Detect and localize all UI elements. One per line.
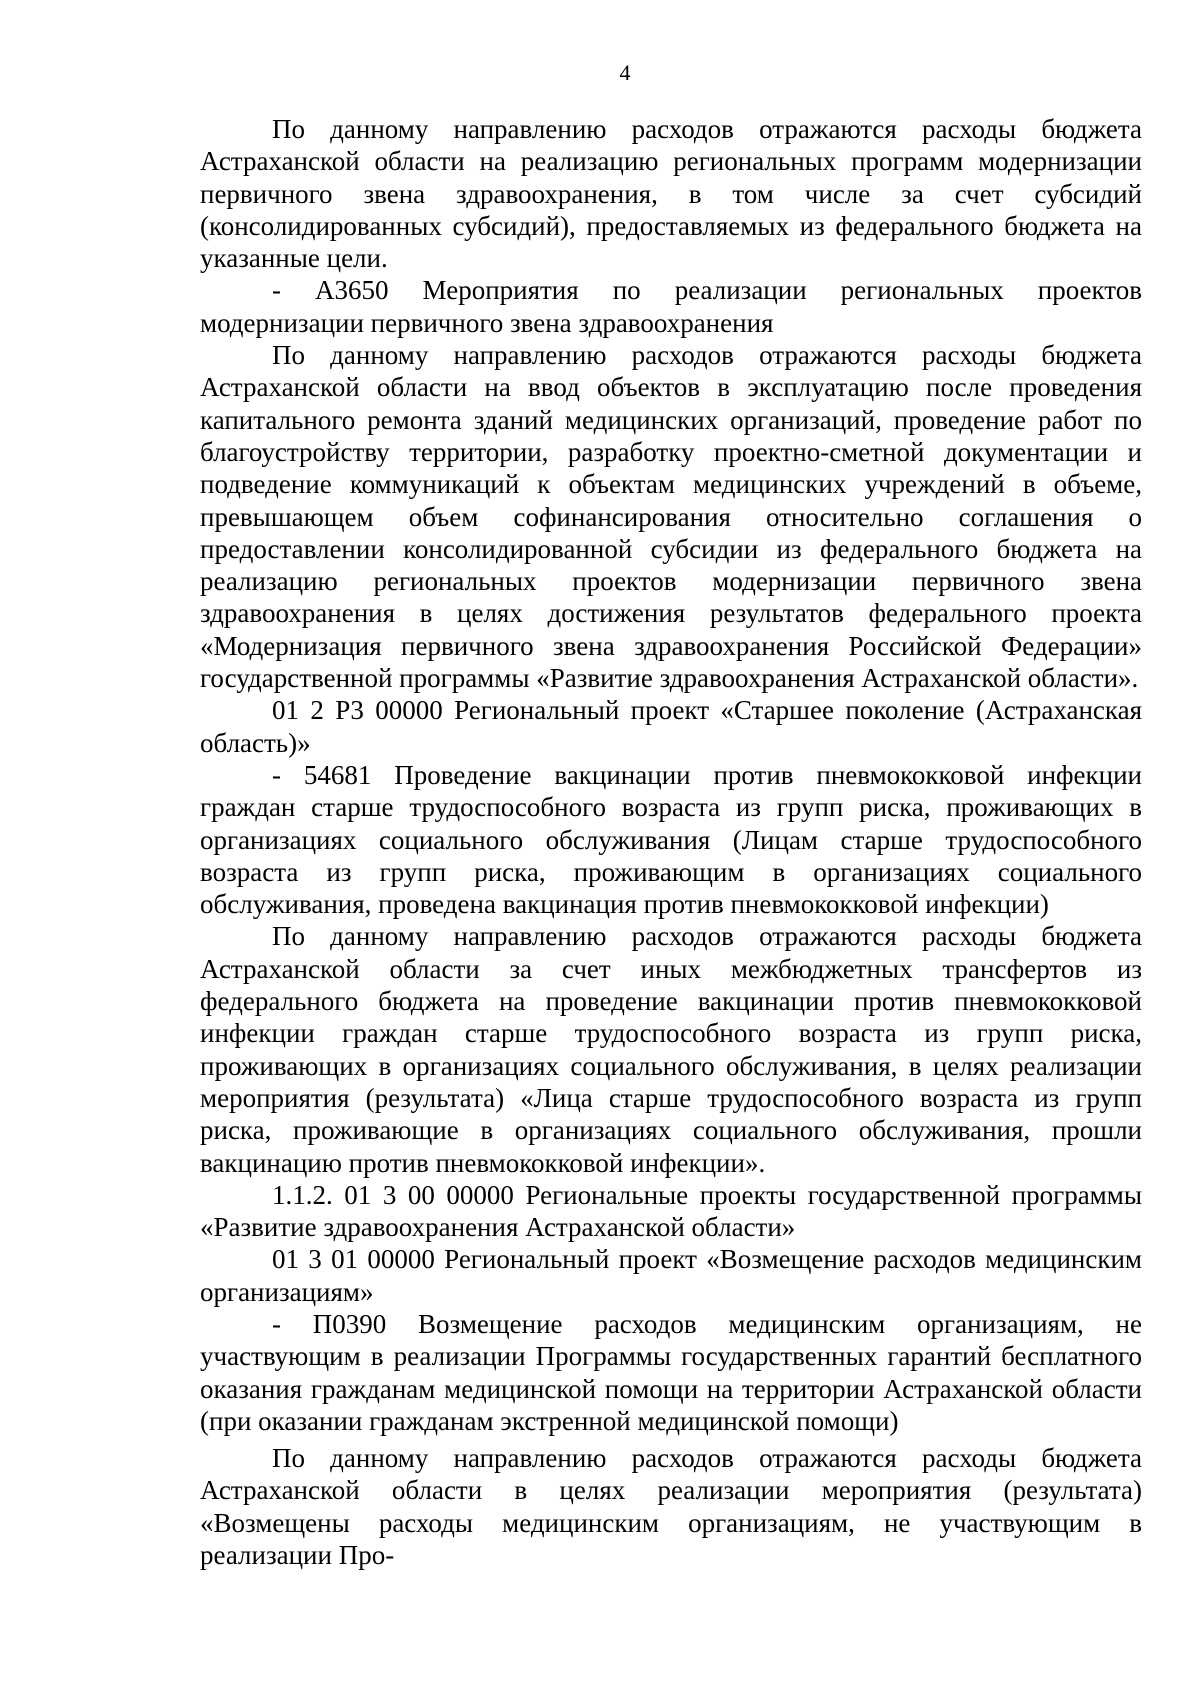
paragraph-regional-projects-program: 1.1.2. 01 3 00 00000 Региональные проекты государственной программы «Развитие здравоохранения Астраханской области» xyxy=(200,1179,1142,1243)
paragraph-vaccination-transfers: По данному направлению расходов отражаются расходы бюджета Астраханской области за счет иных межбюджетных трансфертов из федерального бюджета на проведение вакцинации против пневмококковой инфекции граждан старше трудоспособного возраста из групп риска, проживающих в организациях социального обслуживания, в целях реализации мероприятия (результата) «Лица старше трудоспособного возраста из групп риска, проживающие в организациях социального обслуживания, прошли вакцинацию против пневмококковой инфекции». xyxy=(200,921,1142,1178)
paragraph-senior-generation-project: 01 2 Р3 00000 Региональный проект «Старшее поколение (Астраханская область)» xyxy=(200,695,1142,758)
document-body xyxy=(200,113,1142,1571)
paragraph-capital-repair: По данному направлению расходов отражаются расходы бюджета Астраханской области на ввод объектов в эксплуатацию после проведения капитального ремонта зданий медицинских организаций, проведение работ по благоустройству территории, разработку проектно-сметной документации и подведение коммуникаций к объектам медицинских учреждений в объеме, превышающем объем софинансирования относительно соглашения о предоставлении консолидированной субсидии из федерального бюджета на реализацию региональных проектов модернизации первичного звена здравоохранения в целях достижения результатов федерального проекта «Модернизация первичного звена здравоохранения Российской Федерации» государственной программы «Развитие здравоохранения Астраханской области». xyxy=(200,340,1142,694)
paragraph-budget-modernization: По данному направлению расходов отражаются расходы бюджета Астраханской области на реализацию региональных программ модернизации первичного звена здравоохранения, в том числе за счет субсидий (консолидированных субсидий), предоставляемых из федерального бюджета на указанные цели. xyxy=(200,114,1142,274)
paragraph-54681-vaccination: - 54681 Проведение вакцинации против пневмококковой инфекции граждан старше трудоспособного возраста из групп риска, проживающих в организациях социального обслуживания (Лицам старше трудоспособного возраста из групп риска, проживающим в организациях социального обслуживания, проведена вакцинация против пневмококковой инфекции) xyxy=(200,759,1142,920)
paragraph-a3650: - А3650 Мероприятия по реализации региональных проектов модернизации первичного звена здравоохранения xyxy=(200,275,1142,338)
paragraph-p0390: - П0390 Возмещение расходов медицинским организациям, не участвующим в реализации Программы государственных гарантий бесплатного оказания гражданам медицинской помощи на территории Астраханской области (при оказании гражданам экстренной медицинской помощи) xyxy=(200,1308,1142,1436)
paragraph-reimbursement-project: 01 3 01 00000 Региональный проект «Возмещение расходов медицинским организациям» xyxy=(200,1244,1142,1307)
paragraph-reimbursement-expenses: По данному направлению расходов отражаются расходы бюджета Астраханской области в целях реализации мероприятия (результата) «Возмещены расходы медицинским организациям, не участвующим в реализации Про- xyxy=(200,1443,1142,1571)
page-number: 4 xyxy=(619,60,631,85)
